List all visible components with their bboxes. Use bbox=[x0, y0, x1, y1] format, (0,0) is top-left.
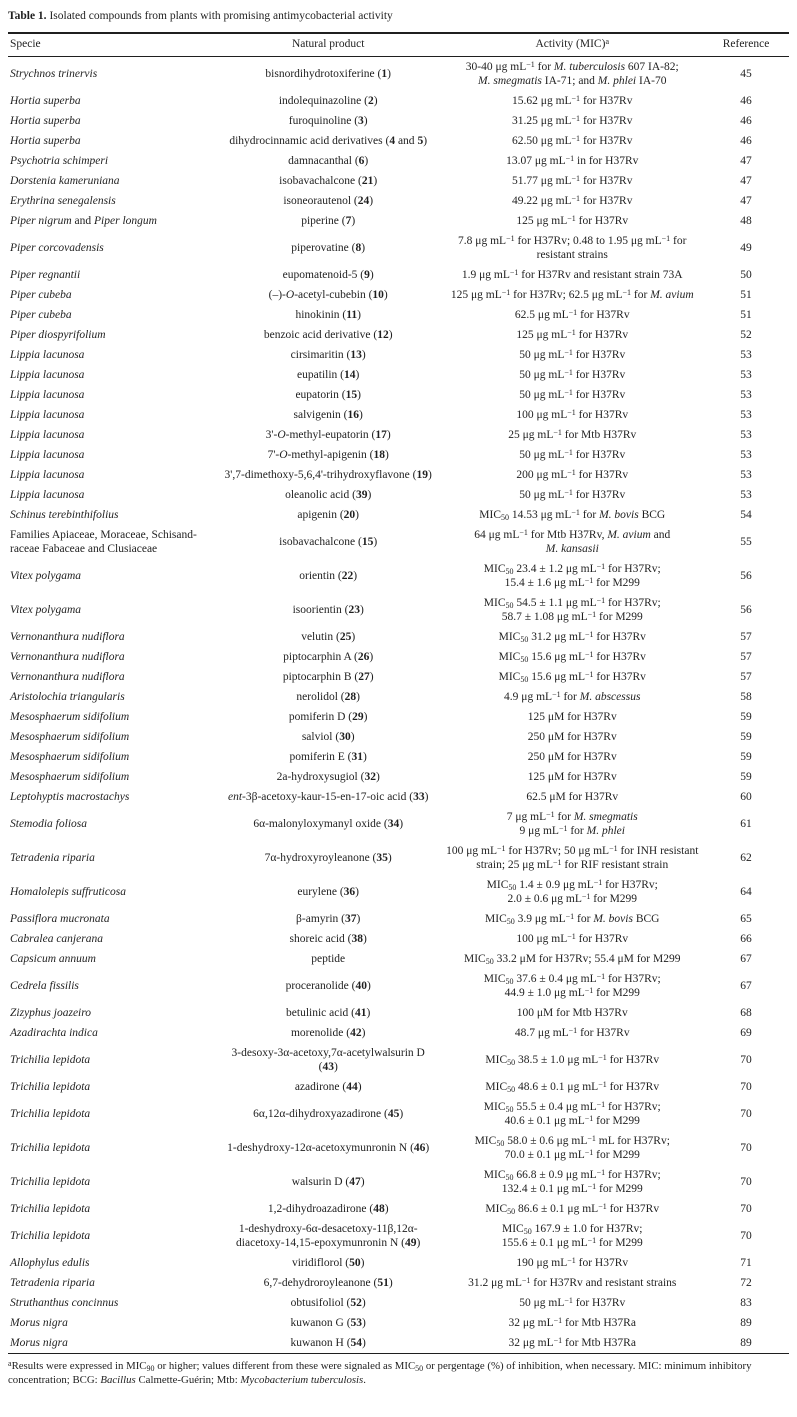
table-row bbox=[8, 1219, 789, 1253]
activity-cell: 100 μg $mL^{-1}$ for H37Rv bbox=[516, 407, 629, 421]
table-row bbox=[8, 875, 789, 909]
specie-cell: Vernonanthura nudiflora bbox=[10, 671, 125, 683]
specie-cell: Lippia lacunosa bbox=[10, 409, 85, 421]
specie-cell: Mesosphaerum sidifolium bbox=[10, 751, 130, 763]
table-row bbox=[8, 929, 789, 949]
specie-cell: Leptohyptis macrostachys bbox=[10, 791, 130, 803]
specie-cell: Schinus terebinthifolius bbox=[10, 509, 119, 521]
natural-product-cell: eupomatenoid-5 (9) bbox=[282, 269, 374, 281]
natural-product-cell: isobavachalcone (21) bbox=[279, 175, 378, 187]
reference-cell: 70 bbox=[740, 1081, 752, 1093]
reference-cell: 49 bbox=[740, 242, 752, 254]
reference-cell: 70 bbox=[740, 1176, 752, 1188]
table-row bbox=[8, 1253, 789, 1273]
specie-cell: Morus nigra bbox=[10, 1337, 68, 1349]
table-row bbox=[8, 365, 789, 385]
reference-cell: 45 bbox=[740, 68, 752, 80]
activity-cell: 4.9 μg $mL^{-1}$ for M. abscessus bbox=[504, 689, 641, 703]
specie-cell: Piper corcovadensis bbox=[10, 242, 104, 254]
activity-cell: 30-40 μg $mL^{-1}$ for M. tuberculosis 607 IA-82; M. smegmatis IA-71; and M. phlei IA-70 bbox=[465, 59, 679, 87]
natural-product-cell: furoquinoline (3) bbox=[288, 115, 368, 127]
reference-cell: 53 bbox=[740, 489, 752, 501]
activity-cell: 50 μg $mL^{-1}$ for H37Rv bbox=[519, 347, 626, 361]
specie-cell: Cedrela fissilis bbox=[10, 980, 79, 992]
activity-cell: $MIC_{50}$ 66.8 ± 0.9 μg $mL^{-1}$ for H37Rv; 132.4 ± 0.1 μg $mL^{-1}$ for M299 bbox=[483, 1167, 661, 1195]
specie-cell: Erythrina senegalensis bbox=[10, 195, 116, 207]
table-row bbox=[8, 305, 789, 325]
table-row bbox=[8, 91, 789, 111]
table-row bbox=[8, 1023, 789, 1043]
natural-product-cell: benzoic acid derivative (12) bbox=[263, 329, 393, 341]
activity-cell: 1.9 μg $mL^{-1}$ for H37Rv and resistant strain 73A bbox=[461, 267, 683, 281]
specie-cell: Azadirachta indica bbox=[10, 1027, 98, 1039]
specie-cell: Mesosphaerum sidifolium bbox=[10, 731, 130, 743]
table-row bbox=[8, 647, 789, 667]
reference-cell: 53 bbox=[740, 389, 752, 401]
specie-cell: Trichilia lepidota bbox=[10, 1054, 91, 1066]
natural-product-cell: 1-deshydroxy-6α-desacetoxy-11β,12α- diacetoxy-14,15-epoxymunronin N (49) bbox=[236, 1223, 421, 1249]
reference-cell: 56 bbox=[740, 604, 752, 616]
activity-cell: $MIC_{50}$ 15.6 μg $mL^{-1}$ for H37Rv bbox=[498, 669, 646, 684]
activity-cell: 100 μg $mL^{-1}$ for H37Rv bbox=[516, 931, 629, 945]
reference-cell: 67 bbox=[740, 980, 752, 992]
natural-product-cell: piptocarphin B (27) bbox=[282, 671, 374, 683]
activity-cell: 31.2 μg $mL^{-1}$ for H37Rv and resistant strains bbox=[468, 1275, 677, 1289]
natural-product-cell: 3',7-dimethoxy-5,6,4'-trihydroxyflavone (19) bbox=[224, 469, 432, 481]
specie-cell: Mesosphaerum sidifolium bbox=[10, 711, 130, 723]
specie-cell: Psychotria schimperi bbox=[10, 155, 109, 167]
activity-cell: 50 μg $mL^{-1}$ for H37Rv bbox=[519, 447, 626, 461]
specie-cell: Lippia lacunosa bbox=[10, 349, 85, 361]
table-row bbox=[8, 231, 789, 265]
table-row bbox=[8, 1333, 789, 1354]
natural-product-cell: cirsimaritin (13) bbox=[290, 349, 366, 361]
table-row bbox=[8, 559, 789, 593]
reference-cell: 89 bbox=[740, 1317, 752, 1329]
table-header bbox=[8, 33, 789, 57]
specie-cell: Lippia lacunosa bbox=[10, 469, 85, 481]
table-row bbox=[8, 627, 789, 647]
reference-cell: 53 bbox=[740, 429, 752, 441]
natural-product-cell: morenolide (42) bbox=[290, 1027, 366, 1039]
activity-cell: 50 μg $mL^{-1}$ for H37Rv bbox=[519, 487, 626, 501]
compounds-table bbox=[8, 32, 789, 1354]
natural-product-cell: 1-deshydroxy-12α-acetoxymunronin N (46) bbox=[227, 1142, 430, 1154]
header-natural-product: Natural product bbox=[215, 33, 441, 57]
activity-cell: $MIC_{50}$ 167.9 ± 1.0 for H37Rv; 155.6 ± 0.1 μg $mL^{-1}$ for M299 bbox=[501, 1223, 643, 1249]
natural-product-cell: 7'-O-methyl-apigenin (18) bbox=[267, 449, 389, 461]
activity-cell: $MIC_{50}$ 23.4 ± 1.2 μg $mL^{-1}$ for H37Rv; 15.4 ± 1.6 μg $mL^{-1}$ for M299 bbox=[483, 561, 661, 589]
natural-product-cell: eurylene (36) bbox=[297, 886, 360, 898]
natural-product-cell: peptide bbox=[311, 953, 346, 965]
reference-cell: 51 bbox=[740, 289, 752, 301]
reference-cell: 48 bbox=[740, 215, 752, 227]
specie-cell: Trichilia lepidota bbox=[10, 1203, 91, 1215]
specie-cell: Hortia superba bbox=[10, 95, 81, 107]
table-row bbox=[8, 1313, 789, 1333]
natural-product-cell: pomiferin D (29) bbox=[288, 711, 368, 723]
natural-product-cell: salvigenin (16) bbox=[293, 409, 363, 421]
table-row bbox=[8, 1043, 789, 1077]
table-row bbox=[8, 1273, 789, 1293]
specie-cell: Families Apiaceae, Moraceae, Schisand- raceae Fabaceae and Clusiaceae bbox=[10, 529, 197, 555]
table-row bbox=[8, 465, 789, 485]
natural-product-cell: hinokinin (11) bbox=[295, 309, 361, 321]
natural-product-cell: 7α-hydroxyroyleanone (35) bbox=[264, 852, 392, 864]
table-row bbox=[8, 747, 789, 767]
table-row bbox=[8, 191, 789, 211]
specie-cell: Lippia lacunosa bbox=[10, 489, 85, 501]
specie-cell: Piper diospyrifolium bbox=[10, 329, 106, 341]
table-row bbox=[8, 211, 789, 231]
specie-cell: Zizyphus joazeiro bbox=[10, 1007, 92, 1019]
reference-cell: 47 bbox=[740, 195, 752, 207]
table-row bbox=[8, 687, 789, 707]
activity-cell: 32 μg $mL^{-1}$ for Mtb H37Ra bbox=[508, 1335, 636, 1349]
activity-cell: 125 μM for H37Rv bbox=[527, 711, 617, 723]
activity-cell: 31.25 μg $mL^{-1}$ for H37Rv bbox=[512, 113, 633, 127]
reference-cell: 70 bbox=[740, 1230, 752, 1242]
specie-cell: Stemodia foliosa bbox=[10, 818, 87, 830]
natural-product-cell: piptocarphin A (26) bbox=[283, 651, 374, 663]
specie-cell: Capsicum annuum bbox=[10, 953, 96, 965]
reference-cell: 68 bbox=[740, 1007, 752, 1019]
reference-cell: 53 bbox=[740, 369, 752, 381]
activity-cell: 13.07 μg $mL^{-1}$ in for H37Rv bbox=[506, 153, 639, 167]
reference-cell: 53 bbox=[740, 349, 752, 361]
natural-product-cell: pomiferin E (31) bbox=[289, 751, 367, 763]
reference-cell: 59 bbox=[740, 751, 752, 763]
table-row bbox=[8, 909, 789, 929]
table-row bbox=[8, 57, 789, 92]
table-row bbox=[8, 111, 789, 131]
specie-cell: Mesosphaerum sidifolium bbox=[10, 771, 130, 783]
activity-cell: 250 μM for H37Rv bbox=[527, 751, 617, 763]
natural-product-cell: apigenin (20) bbox=[297, 509, 360, 521]
table-row bbox=[8, 525, 789, 559]
natural-product-cell: walsurin D (47) bbox=[291, 1176, 365, 1188]
table-row bbox=[8, 505, 789, 525]
table-row bbox=[8, 807, 789, 841]
activity-cell: $MIC_{50}$ 1.4 ± 0.9 μg $mL^{-1}$ for H37Rv; 2.0 ± 0.6 μg $mL^{-1}$ for M299 bbox=[486, 877, 658, 905]
table-footnote: $^a$Results were expressed in $MIC_{90}$ or higher; values different from these were signaled as $MIC_{50}$ or pergentage (%) of inhibition, when necessary. MIC: minimum inhibitory concentration; BCG: Bacillus Calmette-Guérin; Mtb: Mycobacterium tuberculosis. bbox=[8, 1358, 752, 1386]
table-body bbox=[8, 57, 789, 1354]
natural-product-cell: indolequinazoline (2) bbox=[278, 95, 378, 107]
specie-cell: Morus nigra bbox=[10, 1317, 68, 1329]
reference-cell: 57 bbox=[740, 651, 752, 663]
specie-cell: Trichilia lepidota bbox=[10, 1108, 91, 1120]
table-row bbox=[8, 1293, 789, 1313]
reference-cell: 71 bbox=[740, 1257, 752, 1269]
reference-cell: 56 bbox=[740, 570, 752, 582]
specie-cell: Dorstenia kameruniana bbox=[10, 175, 120, 187]
activity-cell: $MIC_{50}$ 54.5 ± 1.1 μg $mL^{-1}$ for H37Rv; 58.7 ± 1.08 μg $mL^{-1}$ for M299 bbox=[483, 595, 661, 623]
specie-cell: Trichilia lepidota bbox=[10, 1230, 91, 1242]
table-row bbox=[8, 841, 789, 875]
natural-product-cell: shoreic acid (38) bbox=[289, 933, 367, 945]
natural-product-cell: dihydrocinnamic acid derivatives (4 and 5) bbox=[229, 135, 428, 147]
reference-cell: 62 bbox=[740, 852, 752, 864]
specie-cell: Cabralea canjerana bbox=[10, 933, 103, 945]
natural-product-cell: eupatorin (15) bbox=[295, 389, 361, 401]
activity-cell: 125 μg $mL^{-1}$ for H37Rv bbox=[516, 213, 629, 227]
natural-product-cell: ent-3β-acetoxy-kaur-15-en-17-oic acid (33) bbox=[227, 791, 429, 803]
header-reference: Reference bbox=[703, 33, 789, 57]
reference-cell: 55 bbox=[740, 536, 752, 548]
natural-product-cell: orientin (22) bbox=[299, 570, 358, 582]
activity-cell: 100 μM for Mtb H37Rv bbox=[516, 1007, 628, 1019]
reference-cell: 46 bbox=[740, 95, 752, 107]
specie-cell: Homalolepis suffruticosa bbox=[10, 886, 126, 898]
reference-cell: 69 bbox=[740, 1027, 752, 1039]
table-row bbox=[8, 727, 789, 747]
reference-cell: 65 bbox=[740, 913, 752, 925]
activity-cell: 62.5 μg $mL^{-1}$ for H37Rv bbox=[514, 307, 630, 321]
table-row bbox=[8, 969, 789, 1003]
reference-cell: 59 bbox=[740, 731, 752, 743]
natural-product-cell: nerolidol (28) bbox=[296, 691, 360, 703]
table-row bbox=[8, 425, 789, 445]
activity-cell: 50 μg $mL^{-1}$ for H37Rv bbox=[519, 367, 626, 381]
reference-cell: 70 bbox=[740, 1203, 752, 1215]
table-caption: Table 1. Isolated compounds from plants with promising antimycobacterial activity bbox=[8, 10, 393, 22]
specie-cell: Trichilia lepidota bbox=[10, 1081, 91, 1093]
specie-cell: Vernonanthura nudiflora bbox=[10, 631, 125, 643]
reference-cell: 70 bbox=[740, 1108, 752, 1120]
specie-cell: Vitex polygama bbox=[10, 570, 81, 582]
reference-cell: 46 bbox=[740, 115, 752, 127]
table-row bbox=[8, 385, 789, 405]
natural-product-cell: isoneorautenol (24) bbox=[283, 195, 374, 207]
table-row bbox=[8, 405, 789, 425]
reference-cell: 58 bbox=[740, 691, 752, 703]
activity-cell: 15.62 μg $mL^{-1}$ for H37Rv bbox=[512, 93, 633, 107]
natural-product-cell: bisnordihydrotoxiferine (1) bbox=[265, 68, 391, 80]
specie-cell: Lippia lacunosa bbox=[10, 429, 85, 441]
reference-cell: 53 bbox=[740, 469, 752, 481]
table-row bbox=[8, 485, 789, 505]
reference-cell: 83 bbox=[740, 1297, 752, 1309]
activity-cell: 125 μM for H37Rv bbox=[527, 771, 617, 783]
activity-cell: $MIC_{50}$ 15.6 μg $mL^{-1}$ for H37Rv bbox=[498, 649, 646, 664]
activity-cell: 25 μg $mL^{-1}$ for Mtb H37Rv bbox=[508, 427, 637, 441]
activity-cell: $MIC_{50}$ 38.5 ± 1.0 μg $mL^{-1}$ for H37Rv bbox=[485, 1052, 660, 1067]
activity-cell: $MIC_{50}$ 86.6 ± 0.1 μg $mL^{-1}$ for H37Rv bbox=[485, 1201, 660, 1216]
specie-cell: Passiflora mucronata bbox=[10, 913, 110, 925]
table-row bbox=[8, 707, 789, 727]
natural-product-cell: obtusifoliol (52) bbox=[290, 1297, 366, 1309]
specie-cell: Tetradenia riparia bbox=[10, 1277, 95, 1289]
natural-product-cell: (–)-O-acetyl-cubebin (10) bbox=[268, 289, 388, 301]
natural-product-cell: damnacanthal (6) bbox=[288, 155, 369, 167]
activity-cell: 48.7 μg $mL^{-1}$ for H37Rv bbox=[514, 1025, 630, 1039]
natural-product-cell: β-amyrin (37) bbox=[296, 913, 361, 925]
specie-cell: Struthanthus concinnus bbox=[10, 1297, 119, 1309]
natural-product-cell: azadirone (44) bbox=[294, 1081, 362, 1093]
table-row bbox=[8, 1131, 789, 1165]
natural-product-cell: kuwanon H (54) bbox=[290, 1337, 366, 1349]
activity-cell: $MIC_{50}$ 37.6 ± 0.4 μg $mL^{-1}$ for H37Rv; 44.9 ± 1.0 μg $mL^{-1}$ for M299 bbox=[483, 971, 661, 999]
activity-cell: 32 μg $mL^{-1}$ for Mtb H37Ra bbox=[508, 1315, 636, 1329]
table-row bbox=[8, 1077, 789, 1097]
natural-product-cell: betulinic acid (41) bbox=[286, 1007, 371, 1019]
natural-product-cell: piperovatine (8) bbox=[291, 242, 366, 254]
reference-cell: 70 bbox=[740, 1054, 752, 1066]
activity-cell: 125 μg $mL^{-1}$ for H37Rv; 62.5 μg $mL^{-1}$ for M. avium bbox=[450, 287, 694, 301]
table-row bbox=[8, 265, 789, 285]
specie-cell: Hortia superba bbox=[10, 135, 81, 147]
activity-cell: 250 μM for H37Rv bbox=[527, 731, 617, 743]
table-row bbox=[8, 787, 789, 807]
activity-cell: 50 μg $mL^{-1}$ for H37Rv bbox=[519, 387, 626, 401]
natural-product-cell: 6α-malonyloxymanyl oxide (34) bbox=[253, 818, 404, 830]
activity-cell: $MIC_{50}$ 33.2 μM for H37Rv; 55.4 μM for M299 bbox=[464, 953, 681, 966]
activity-cell: 125 μg $mL^{-1}$ for H37Rv bbox=[516, 327, 629, 341]
reference-cell: 59 bbox=[740, 711, 752, 723]
table-row bbox=[8, 325, 789, 345]
reference-cell: 52 bbox=[740, 329, 752, 341]
natural-product-cell: isoorientin (23) bbox=[292, 604, 364, 616]
activity-cell: $MIC_{50}$ 3.9 μg $mL^{-1}$ for M. bovis BCG bbox=[485, 911, 660, 926]
specie-cell: Piper regnantii bbox=[10, 269, 81, 281]
specie-cell: Lippia lacunosa bbox=[10, 389, 85, 401]
reference-cell: 60 bbox=[740, 791, 752, 803]
natural-product-cell: viridiflorol (50) bbox=[291, 1257, 365, 1269]
specie-cell: Allophylus edulis bbox=[10, 1257, 90, 1269]
activity-cell: $MIC_{50}$ 55.5 ± 0.4 μg $mL^{-1}$ for H37Rv; 40.6 ± 0.1 μg $mL^{-1}$ for M299 bbox=[483, 1099, 661, 1127]
natural-product-cell: 3-desoxy-3α-acetoxy,7α-acetylwalsurin D (43) bbox=[231, 1047, 425, 1073]
table-row bbox=[8, 285, 789, 305]
specie-cell: Strychnos trinervis bbox=[10, 68, 98, 80]
natural-product-cell: isobavachalcone (15) bbox=[279, 536, 378, 548]
table-row bbox=[8, 345, 789, 365]
activity-cell: 190 μg $mL^{-1}$ for H37Rv bbox=[516, 1255, 629, 1269]
reference-cell: 64 bbox=[740, 886, 752, 898]
specie-cell: Lippia lacunosa bbox=[10, 449, 85, 461]
reference-cell: 70 bbox=[740, 1142, 752, 1154]
table-row bbox=[8, 1003, 789, 1023]
activity-cell: 62.5 μM for H37Rv bbox=[526, 791, 619, 803]
table-row bbox=[8, 593, 789, 627]
natural-product-cell: velutin (25) bbox=[301, 631, 356, 643]
specie-cell: Vitex polygama bbox=[10, 604, 81, 616]
reference-cell: 53 bbox=[740, 449, 752, 461]
table-row bbox=[8, 445, 789, 465]
reference-cell: 47 bbox=[740, 155, 752, 167]
reference-cell: 67 bbox=[740, 953, 752, 965]
reference-cell: 57 bbox=[740, 671, 752, 683]
table-row bbox=[8, 767, 789, 787]
specie-cell: Piper cubeba bbox=[10, 289, 72, 301]
activity-cell: 62.50 μg $mL^{-1}$ for H37Rv bbox=[512, 133, 633, 147]
reference-cell: 57 bbox=[740, 631, 752, 643]
specie-cell: Hortia superba bbox=[10, 115, 81, 127]
natural-product-cell: 6,7-dehydroroyleanone (51) bbox=[263, 1277, 393, 1289]
natural-product-cell: 2a-hydroxysugiol (32) bbox=[276, 771, 380, 783]
specie-cell: Trichilia lepidota bbox=[10, 1142, 91, 1154]
table-row bbox=[8, 171, 789, 191]
natural-product-cell: 1,2-dihydroazadirone (48) bbox=[267, 1203, 389, 1215]
activity-cell: $MIC_{50}$ 58.0 ± 0.6 μg $mL^{-1}$ mL for H37Rv; 70.0 ± 0.1 μg $mL^{-1}$ for M299 bbox=[474, 1133, 670, 1161]
reference-cell: 50 bbox=[740, 269, 752, 281]
table-row bbox=[8, 131, 789, 151]
reference-cell: 59 bbox=[740, 771, 752, 783]
table-row bbox=[8, 1165, 789, 1199]
natural-product-cell: 3'-O-methyl-eupatorin (17) bbox=[265, 429, 391, 441]
header-row bbox=[8, 33, 789, 57]
specie-cell: Piper nigrum and Piper longum bbox=[10, 215, 157, 227]
activity-cell: 7.8 μg $mL^{-1}$ for H37Rv; 0.48 to 1.95 μg $mL^{-1}$ for resistant strains bbox=[458, 233, 687, 261]
reference-cell: 53 bbox=[740, 409, 752, 421]
reference-cell: 47 bbox=[740, 175, 752, 187]
activity-cell: $MIC_{50}$ 48.6 ± 0.1 μg $mL^{-1}$ for H37Rv bbox=[485, 1079, 660, 1094]
activity-cell: 50 μg $mL^{-1}$ for H37Rv bbox=[519, 1295, 626, 1309]
table-row bbox=[8, 151, 789, 171]
specie-cell: Lippia lacunosa bbox=[10, 369, 85, 381]
specie-cell: Aristolochia triangularis bbox=[10, 691, 125, 703]
natural-product-cell: kuwanon G (53) bbox=[290, 1317, 366, 1329]
reference-cell: 72 bbox=[740, 1277, 752, 1289]
table-row bbox=[8, 1199, 789, 1219]
activity-cell: 100 μg $mL^{-1}$ for H37Rv; 50 μg $mL^{-1}$ for INH resistant strain; 25 μg $mL^{-1}$ for RIF resistant strain bbox=[446, 843, 699, 871]
activity-cell: 200 μg $mL^{-1}$ for H37Rv bbox=[516, 467, 629, 481]
table-row bbox=[8, 1097, 789, 1131]
natural-product-cell: 6α,12α-dihydroxyazadirone (45) bbox=[253, 1108, 404, 1120]
activity-cell: $MIC_{50}$ 31.2 μg $mL^{-1}$ for H37Rv bbox=[498, 629, 646, 644]
natural-product-cell: eupatilin (14) bbox=[297, 369, 360, 381]
reference-cell: 89 bbox=[740, 1337, 752, 1349]
specie-cell: Trichilia lepidota bbox=[10, 1176, 91, 1188]
natural-product-cell: oleanolic acid (39) bbox=[285, 489, 372, 501]
reference-cell: 66 bbox=[740, 933, 752, 945]
reference-cell: 46 bbox=[740, 135, 752, 147]
specie-cell: Vernonanthura nudiflora bbox=[10, 651, 125, 663]
table-row bbox=[8, 949, 789, 969]
activity-cell: 51.77 μg $mL^{-1}$ for H37Rv bbox=[512, 173, 633, 187]
activity-cell: $MIC_{50}$ 14.53 μg $mL^{-1}$ for M. bovis BCG bbox=[479, 507, 666, 522]
reference-cell: 54 bbox=[740, 509, 752, 521]
reference-cell: 51 bbox=[740, 309, 752, 321]
reference-cell: 61 bbox=[740, 818, 752, 830]
natural-product-cell: proceranolide (40) bbox=[285, 980, 371, 992]
natural-product-cell: salviol (30) bbox=[301, 731, 355, 743]
specie-cell: Tetradenia riparia bbox=[10, 852, 95, 864]
table-row bbox=[8, 667, 789, 687]
natural-product-cell: piperine (7) bbox=[301, 215, 356, 227]
activity-cell: 7 μg $mL^{-1}$ for M. smegmatis 9 μg $mL^{-1}$ for M. phlei bbox=[506, 809, 638, 837]
specie-cell: Piper cubeba bbox=[10, 309, 72, 321]
activity-cell: 49.22 μg $mL^{-1}$ for H37Rv bbox=[512, 193, 633, 207]
header-activity-mic: Activity (MIC)$^a$ bbox=[441, 33, 703, 57]
header-specie: Specie bbox=[8, 33, 215, 57]
activity-cell: 64 μg $mL^{-1}$ for Mtb H37Rv, M. avium and M. kansasii bbox=[474, 527, 671, 555]
